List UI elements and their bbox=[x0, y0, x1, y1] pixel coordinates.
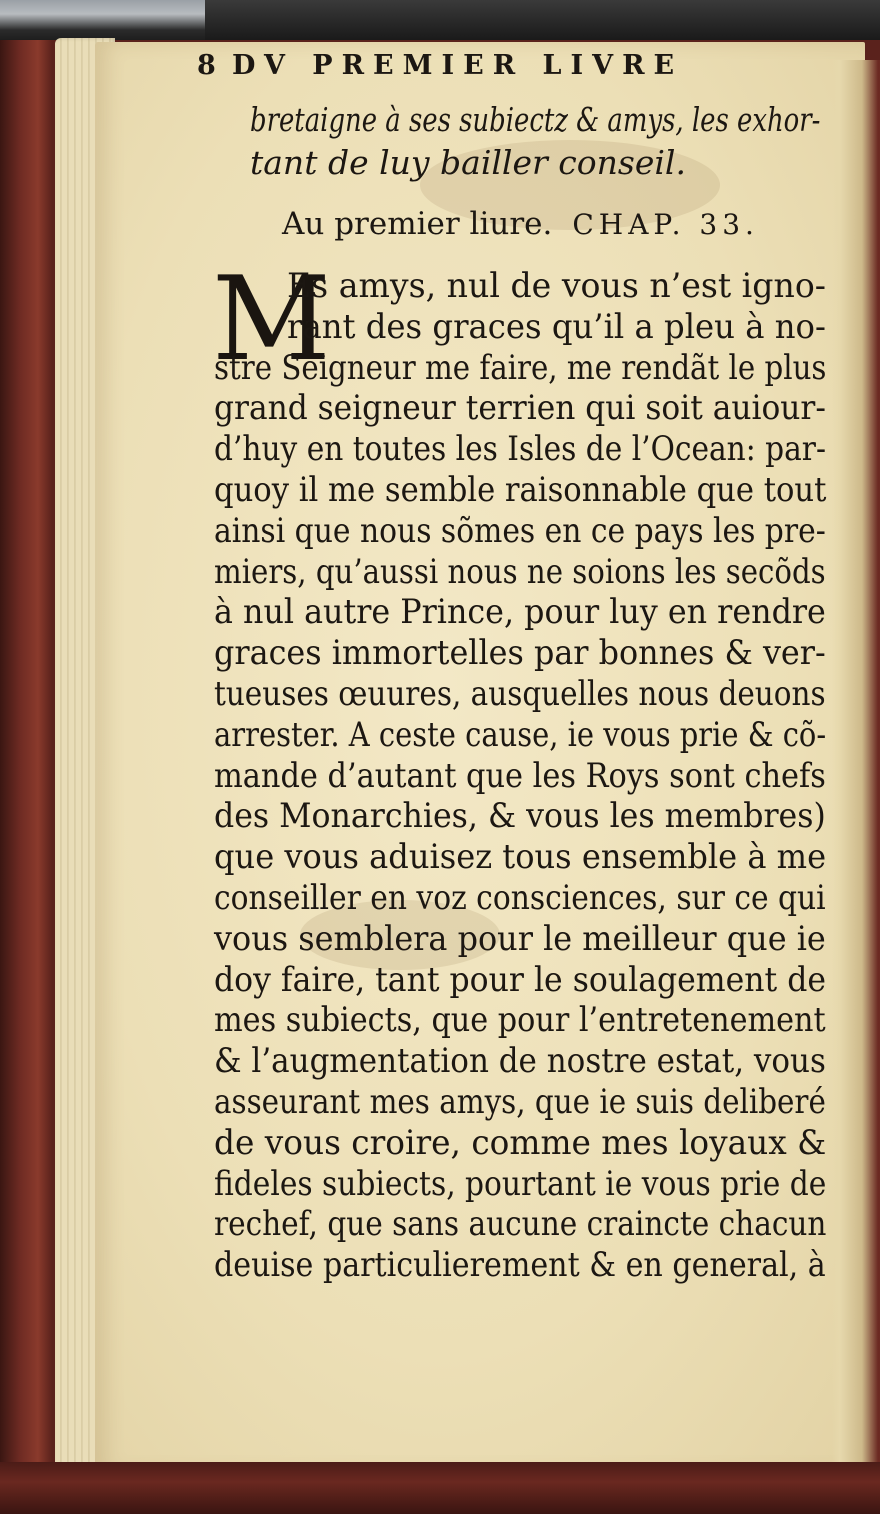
body-line: stre Seigneur me faire, me rendãt le plus bbox=[214, 347, 827, 387]
body-line: graces immortelles par bonnes & ver- bbox=[214, 633, 826, 673]
body-line: tueuses œuures, ausquelles nous deuons bbox=[214, 674, 826, 713]
body-line: miers, qu’aussi nous ne soions les secõds bbox=[214, 551, 826, 591]
body-line: fideles subiects, pourtant ie vous prie de bbox=[214, 1163, 827, 1203]
body-line: rechef, que sans aucune craincte chacun bbox=[214, 1204, 827, 1244]
binding-board-bottom bbox=[0, 1462, 880, 1514]
body-line: des Monarchies, & vous les membres) bbox=[214, 796, 826, 836]
body-line: de vous croire, comme mes loyaux & bbox=[214, 1122, 827, 1162]
body-line: asseurant mes amys, que ie suis deliberé bbox=[214, 1082, 826, 1121]
heading-text: Au premier liure. bbox=[282, 206, 553, 242]
page-gutter-edge bbox=[832, 60, 880, 1480]
body-line: d’huy en toutes les Isles de l’Ocean: par- bbox=[214, 429, 826, 469]
intro-line-2: tant de luy bailler conseil. bbox=[250, 143, 686, 182]
body-line: rant des graces qu’il a pleu à no- bbox=[287, 306, 826, 346]
body-line: grand seigneur terrien qui soit auiour- bbox=[214, 388, 826, 428]
body-line: doy faire, tant pour le soulagement de bbox=[214, 959, 827, 999]
body-line: à nul autre Prince, pour luy en rendre bbox=[214, 592, 826, 632]
chapter-number: CHAP. 33. bbox=[572, 208, 759, 241]
drop-cap: M bbox=[212, 252, 331, 387]
body-line: mande d’autant que les Roys sont chefs bbox=[214, 755, 826, 795]
body-line: ainsi que nous sõmes en ce pays les pre- bbox=[214, 510, 826, 550]
chapter-heading bbox=[282, 206, 759, 242]
scan-top-shadow bbox=[205, 0, 880, 40]
body-line: arrester. A ceste cause, ie vous prie & cõ- bbox=[214, 714, 827, 754]
intro-line-1: bretaigne à ses subiectz & amys, les exhor- bbox=[250, 100, 821, 139]
body-line: vous semblera pour le meilleur que ie bbox=[214, 918, 826, 958]
body-line: conseiller en voz consciences, sur ce qui bbox=[214, 878, 826, 917]
running-head: DV PREMIER LIVRE bbox=[232, 50, 684, 81]
body-line: & l’augmentation de nostre estat, vous bbox=[214, 1041, 826, 1081]
body-line: quoy il me semble raisonnable que tout bbox=[214, 470, 827, 509]
body-line: deuise particulierement & en general, à bbox=[214, 1245, 826, 1285]
folio-number: 8 bbox=[197, 50, 216, 81]
body-line: Es amys, nul de vous n’est igno- bbox=[287, 266, 826, 305]
body-line: que vous aduisez tous ensemble à me bbox=[214, 837, 827, 877]
body-line: mes subiects, que pour l’entretenement bbox=[214, 1000, 826, 1040]
